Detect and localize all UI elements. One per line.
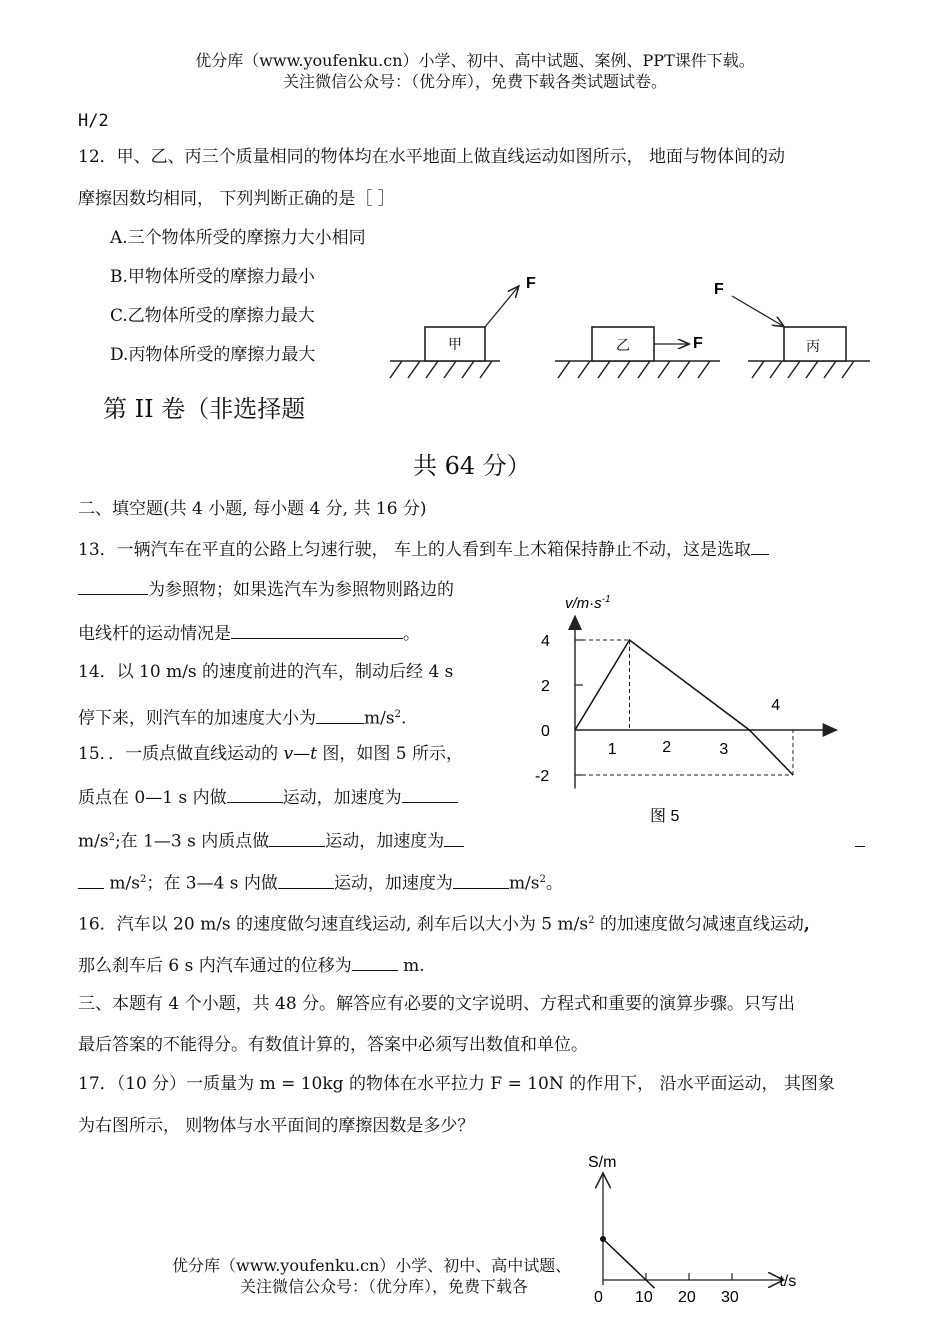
q16-line-1-text: 16．汽车以 20 m/s 的速度做匀速直线运动 — [78, 914, 407, 935]
q17-line-1: 17．（10 分）一质量为 m = 10kg 的物体在水平拉力 F = 10N 的作用下， 沿水平面运动， 其图象 — [78, 1074, 835, 1094]
q12-option-c: C.乙物体所受的摩擦力最大 — [110, 306, 315, 326]
q15-t: t — [310, 744, 317, 764]
q13-line-2-text: 为参照物；如果选汽车为参照物则路边的 — [148, 580, 454, 600]
section2-title-2: 共 64 分） — [413, 452, 531, 480]
st-chart — [570, 1145, 810, 1342]
q16-line-2-end: m. — [397, 956, 425, 976]
q15-line-4-unit: m/s — [109, 873, 140, 894]
q13-line-3-end: 。 — [403, 624, 420, 644]
q15-blank-2[interactable] — [402, 786, 458, 803]
q15-line-2-mid: 运动，加速度为 — [282, 788, 402, 808]
q13-line-1 — [78, 538, 769, 561]
vt-x-tick-label: 2 — [662, 739, 672, 756]
q16-blank[interactable] — [352, 954, 398, 971]
block-yi-label: 乙 — [616, 337, 630, 353]
q15-line-1 — [78, 743, 463, 765]
q14-line-2 — [78, 704, 406, 730]
q13-line-2 — [78, 578, 454, 601]
vt-y-tick-label: 4 — [541, 633, 550, 650]
st-xlabel: t/s — [779, 1273, 797, 1290]
q15-line-4-mid: 运动，加速度为 — [333, 873, 453, 894]
q14-blank[interactable] — [316, 707, 364, 724]
q13-blank-1a[interactable] — [751, 538, 769, 555]
ground-2 — [555, 361, 720, 378]
st-ylabel: S/m — [588, 1154, 617, 1171]
q15-line-3-unit: m/s — [78, 831, 109, 852]
vt-chart — [520, 588, 850, 833]
q16-line-2 — [78, 954, 425, 977]
vt-x-tick-label: 4 — [771, 697, 781, 714]
section3-line-1: 三、本题有 4 个小题，共 48 分。解答应有必要的文字说明、方程式和重要的演算步骤。只写出 — [78, 994, 796, 1014]
q15-v: v — [283, 744, 294, 764]
st-x-tick-label: 0 — [594, 1289, 603, 1306]
q16-line-1-mid: , 刹车后以大小为 5 m/s — [406, 914, 589, 935]
q13-blank-1b[interactable] — [78, 578, 148, 595]
q13-blank-2[interactable] — [231, 622, 403, 639]
q14-period: . — [400, 708, 407, 729]
fill-heading: 二、填空题(共 4 小题, 每小题 4 分, 共 16 分) — [78, 499, 427, 519]
q15-line-2 — [78, 786, 458, 809]
q15-line-4-end: 。 — [545, 873, 563, 894]
header-line-1: 优分库（www.youfenku.cn）小学、初中、高中试题、案例、PPT课件下载。 — [195, 51, 755, 70]
force-arrow-1 — [485, 287, 518, 327]
q12-force-figure — [380, 268, 880, 388]
vt-x-tick-label: 1 — [607, 741, 617, 758]
q16-line-1 — [78, 910, 810, 936]
block-bing-label: 丙 — [806, 338, 820, 354]
st-x-tick-label: 10 — [635, 1289, 653, 1306]
q12-stem-1: 12．甲、乙、丙三个质量相同的物体均在水平地面上做直线运动如图所示， 地面与物体间的动 — [78, 147, 786, 167]
vt-y-tick-label: 2 — [541, 678, 550, 695]
q15-line-3 — [78, 827, 464, 853]
force-label-2: F — [693, 335, 703, 352]
q12-stem-2: 摩擦因数均相同， 下列判断正确的是［ ］ — [78, 189, 395, 209]
q16-exp: 2 — [588, 915, 595, 926]
st-series-line — [603, 1239, 655, 1288]
q15-line-4-exp2: 2 — [539, 874, 546, 885]
q13-line-3-text: 电线杆的运动情况是 — [78, 624, 231, 644]
q15-blank-4a[interactable] — [444, 830, 464, 847]
q16-line-1-end: , — [803, 914, 810, 935]
q12-option-b: B.甲物体所受的摩擦力最小 — [110, 267, 315, 287]
ground-1 — [390, 361, 500, 378]
section3-line-2: 最后答案的不能得分。有数值计算的，答案中必须写出数值和单位。 — [78, 1035, 588, 1055]
q15-line-3-text: ;在 1—3 s 内质点做 — [114, 831, 270, 852]
q15-blank-4b[interactable] — [78, 872, 104, 889]
q15-line-3-mid: 运动，加速度为 — [325, 831, 445, 852]
vt-chart-title: 图 5 — [650, 808, 680, 825]
q15-line-2-text: 质点在 0—1 s 内做 — [78, 788, 227, 808]
st-x-tick-label: 20 — [678, 1289, 696, 1306]
q15-line-4-unit2: m/s — [508, 873, 540, 894]
force-label-3: F — [714, 281, 724, 298]
vt-x-tick-label: 3 — [719, 741, 729, 758]
q14-unit: m/s — [364, 708, 395, 729]
q15-dash: — — [293, 744, 311, 764]
q15-line-3-exp: 2 — [108, 832, 115, 843]
q14-line-2-text: 停下来，则汽车的加速度大小为 — [78, 708, 316, 729]
vt-y-tick-label: 0 — [541, 723, 550, 740]
q14-line-1: 14．以 10 m/s 的速度前进的汽车，制动后经 4 s — [78, 662, 454, 682]
vt-ylabel: $v/m\cdot s^{-1}$ — [565, 594, 611, 612]
force-arrow-3 — [732, 296, 783, 326]
ground-3 — [748, 361, 870, 378]
section2-title-1: 第 II 卷（非选择题 — [103, 395, 306, 423]
q12-option-d: D.丙物体所受的摩擦力最大 — [110, 345, 316, 365]
block-jia-label: 甲 — [448, 336, 462, 352]
q16-line-2-text: 那么刹车后 6 s 内汽车通过的位移为 — [78, 956, 352, 976]
q15-line-4 — [78, 869, 563, 895]
q15-blank-4-tail — [855, 832, 865, 847]
q15-blank-3[interactable] — [269, 830, 325, 847]
q15-blank-1[interactable] — [227, 786, 283, 803]
q15-line-1-text: 15．．一质点做直线运动的 — [78, 744, 284, 764]
h2-label: H/2 — [78, 111, 109, 131]
q15-blank-6[interactable] — [453, 872, 509, 889]
footer-line-1: 优分库（www.youfenku.cn）小学、初中、高中试题、 — [172, 1256, 572, 1275]
q17-line-2: 为右图所示， 则物体与水平面间的摩擦因数是多少？ — [78, 1116, 475, 1136]
q13-line-1-text: 13．一辆汽车在平直的公路上匀速行驶， 车上的人看到车上木箱保持静止不动，这是选取 — [78, 540, 752, 560]
force-label-1: F — [526, 275, 536, 292]
q13-line-3 — [78, 622, 420, 645]
q15-line-1-end: 图，如图 5 所示， — [317, 744, 464, 764]
vt-y-tick-label: -2 — [535, 768, 550, 785]
q15-line-4-exp: 2 — [139, 874, 147, 885]
q14-unit-exp: 2 — [394, 709, 401, 720]
q12-option-a: A.三个物体所受的摩擦力大小相同 — [110, 228, 366, 248]
footer-line-2: 关注微信公众号：（优分库），免费下载各 — [240, 1277, 529, 1296]
q15-blank-5[interactable] — [278, 872, 334, 889]
header-line-2: 关注微信公众号：（优分库），免费下载各类试题试卷。 — [282, 72, 667, 91]
q15-line-4-text: ；在 3—4 s 内做 — [146, 873, 278, 894]
q16-line-1-rest: 的加速度做匀减速直线运动 — [594, 914, 804, 935]
st-x-tick-label: 30 — [721, 1289, 739, 1306]
